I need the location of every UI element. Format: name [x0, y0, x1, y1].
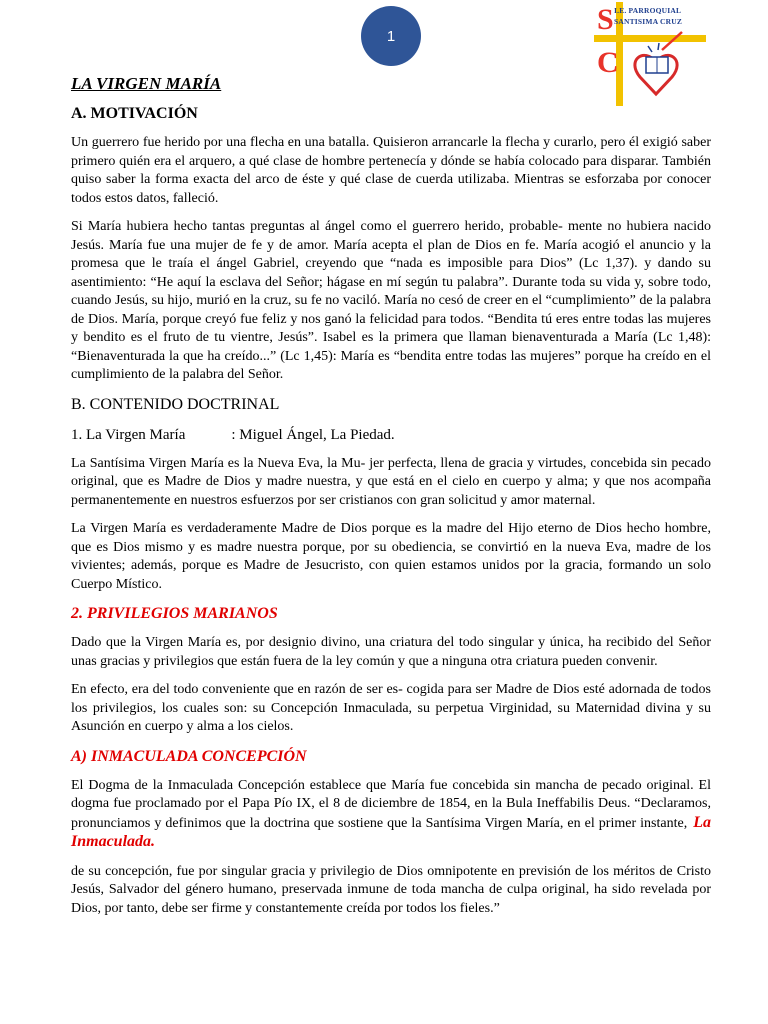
section-a-heading: A. MOTIVACIÓN	[71, 105, 198, 122]
subheading-label: 1. La Virgen María	[71, 426, 186, 443]
section-b-heading: B. CONTENIDO DOCTRINAL	[71, 395, 280, 413]
logo-line-1: I.E. PARROQUIAL	[614, 6, 682, 15]
inmaculada-highlight: La Inmaculada.	[71, 813, 711, 850]
inmaculada-paragraph-2: de su concepción, fue por singular gracia y privilegio de Dios omnipotente en previsión de los méritos de Cristo Jesús, Salvador del género humano, preservada inmune de toda mancha de culpa original, ha sido revelada por Dios, por tanto, debe ser firme y constantemente creída por todos los fieles.”	[71, 863, 711, 916]
logo-letter-c: C	[597, 46, 619, 79]
logo-text	[614, 5, 682, 27]
subheading-reference: : Miguel Ángel, La Piedad.	[231, 426, 395, 443]
document-title: LA VIRGEN MARÍA	[71, 74, 222, 93]
logo-line-2: SANTISIMA CRUZ	[614, 17, 683, 26]
page-number-badge: 1	[361, 6, 421, 66]
document-body	[71, 74, 711, 928]
section-b-paragraph-2: La Virgen María es verdaderamente Madre de Dios porque es la madre del Hijo eterno de Dios hecho hombre, que es Dios mismo y es madre nuestra porque, por su obediencia, se convirtió en la nueva Eva, madre de los vivientes; además, porque es Madre de Jesucristo, con quien estamos unidos por la gracia, formando un solo Cuerpo Místico.	[71, 521, 711, 592]
section-2-paragraph-1: Dado que la Virgen María es, por designio divino, una criatura del todo singular y única, ha recibido del Señor unas gracias y privilegios que están fuera de la ley común y que a ninguna otra criatura pueden convenir.	[71, 635, 711, 669]
logo-letter-s: S	[597, 3, 614, 36]
inmaculada-heading: A) INMACULADA CONCEPCIÓN	[71, 747, 307, 765]
section-2-paragraph-2: En efecto, era del todo conveniente que en razón de ser es- cogida para ser Madre de Dios esté adornada de todos los privilegios, los cuales son: su Concepción Inmaculada, su perpetua Virginidad, su Maternidad divina y su Asunción en cuerpo y alma a los cielos.	[71, 682, 711, 734]
section-a-paragraph-2: Si María hubiera hecho tantas preguntas al ángel como el guerrero herido, probable- mente no hubiera nacido Jesús. María fue una mujer de fe y de amor. María acepta el plan de Dios en fe. María acogió el anuncio y la promesa que le traía el ángel Gabriel, creyendo que “nada es imposible para Dios” (Lc 1,37). y dando su asentimiento: “He aquí la esclava del Señor; hágase en mí según tu palabra”. Durante toda su vida y, sobre todo, cuando Jesús, su hijo, murió en la cruz, su fe no vaciló. María no cesó de creer en el “cumplimiento” de la palabra de Dios. María, porque creyó fue feliz y nos ganó la felicidad para todos. “Bendita tú eres entre todas las mujeres y bendito es el fruto de tu vientre, Jesús”. Isabel es la primera que llaman bienaventurada a María (Lc 1,48): “Bienaventurada la que ha creído...” (Lc 1,45): María es “bendita entre todas las mujeres” porque ha creído en el cumplimiento de la palabra del Señor.	[71, 219, 711, 382]
inmaculada-paragraph-1-text: El Dogma de la Inmaculada Concepción establece que María fue concebida sin mancha de pecado original. El dogma fue proclamado por el Papa Pío IX, el 8 de diciembre de 1854, en la Bula Ineffabilis Deus. “Declaramos, pronunciamos y definimos que la doctrina que sostiene que la Santísima Virgen María, en el primer instante,	[71, 777, 711, 831]
section-b-subheading	[71, 425, 711, 445]
section-2-heading: 2. PRIVILEGIOS MARIANOS	[71, 605, 278, 622]
section-b-paragraph-1: La Santísima Virgen María es la Nueva Eva, la Mu- jer perfecta, llena de gracia y virtudes, concebida sin pecado original, que es Madre de Dios y madre nuestra, y que está en el cielo en cuerpo y alma; y que nos acompaña permanentemente en nuestros esfuerzos por ser cristianos con gran solicitud y amor maternal.	[71, 455, 711, 508]
inmaculada-paragraph-1	[71, 777, 711, 853]
section-a-paragraph-1: Un guerrero fue herido por una flecha en una batalla. Quisieron arrancarle la flecha y curarlo, pero él exigió saber primero quién era el arquero, a qué clase de hombre pertenecía y dónde se había colocado para disparar. También quiso saber la forma exacta del arco de éste y qué clase de cuerda utilizaba. Mientras se esforzaba por conocer todos estos datos, falleció.	[71, 135, 711, 206]
